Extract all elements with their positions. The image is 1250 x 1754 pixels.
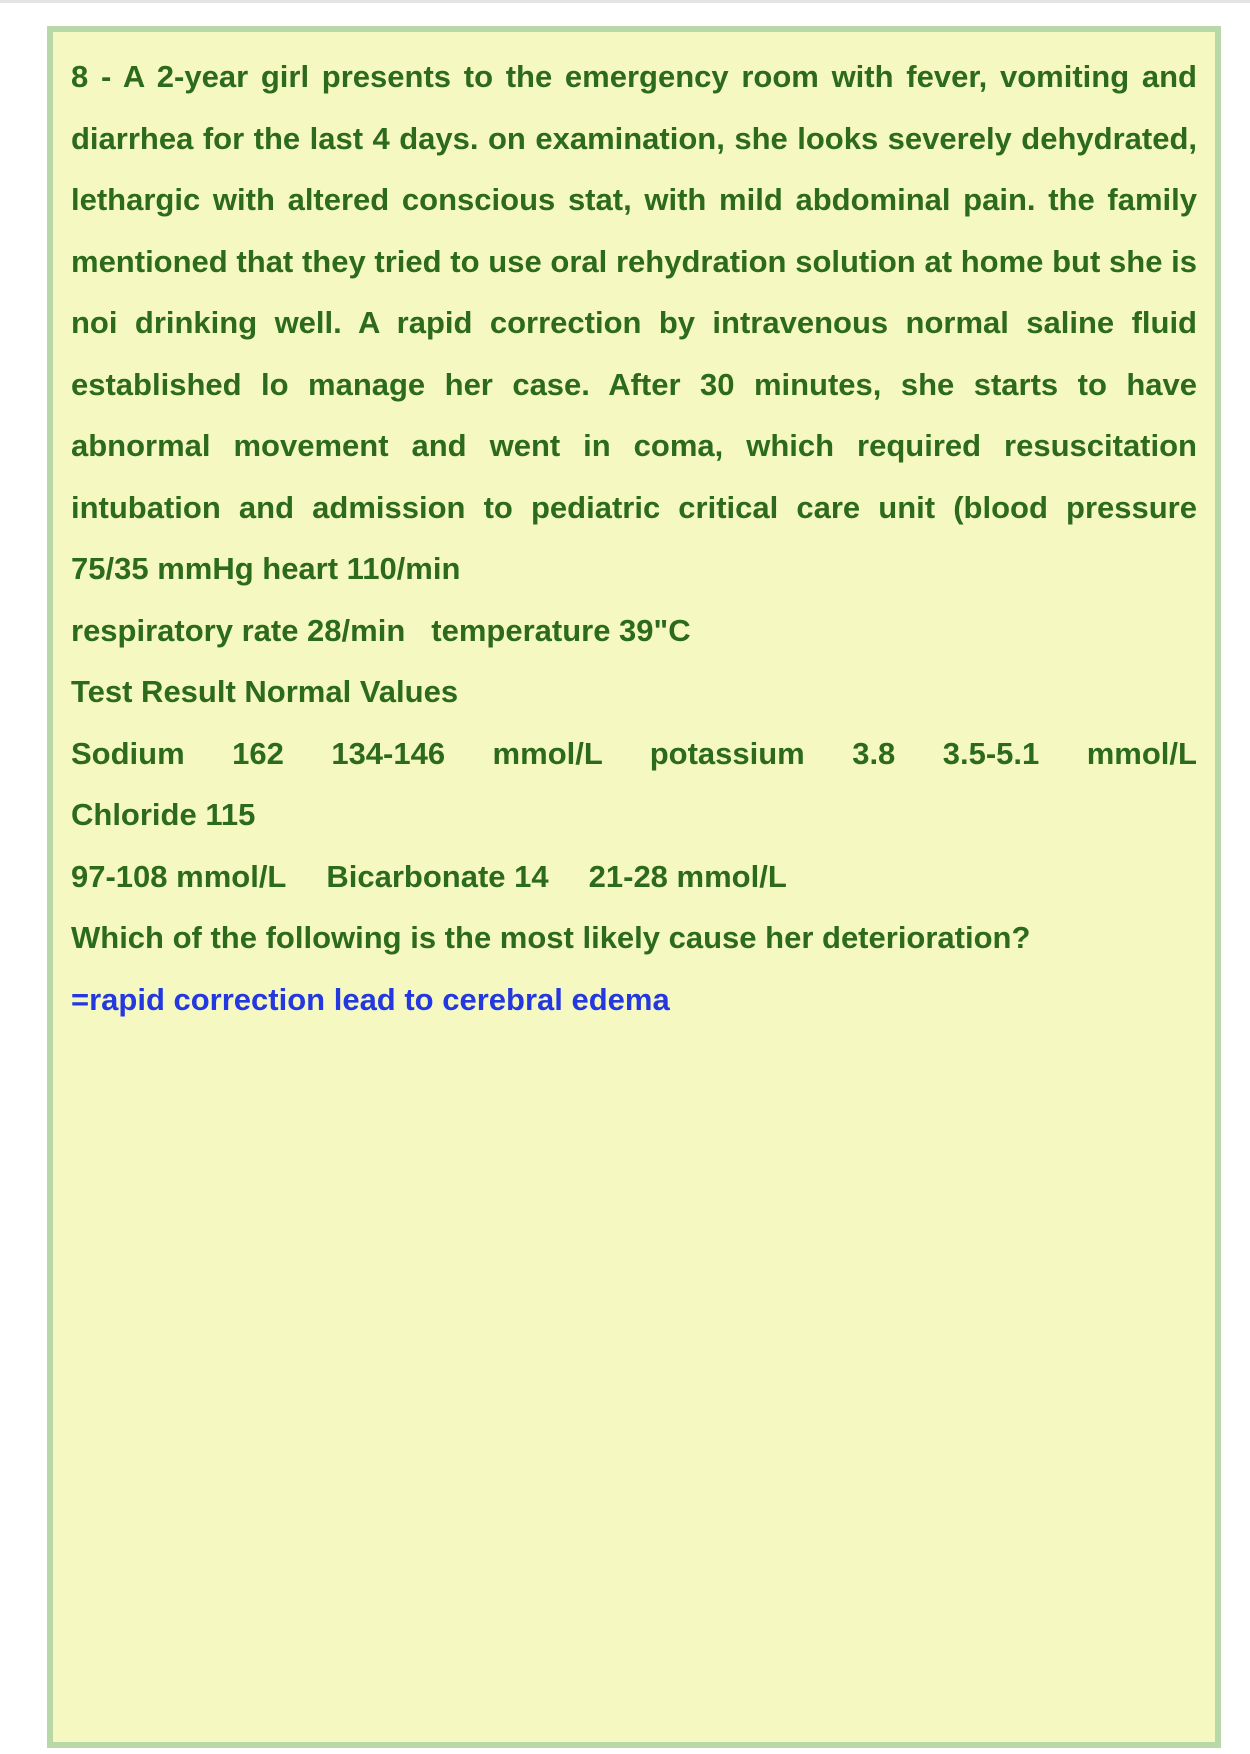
bicarbonate-normal-range: 21-28 mmol/L [588, 858, 787, 894]
sodium-result: Sodium 162 [71, 735, 284, 771]
bicarbonate-result: Bicarbonate 14 [326, 858, 549, 894]
chloride-normal-range: 97-108 mmol/L [71, 858, 287, 894]
potassium-normal-range: 3.5-5.1 mmol/L [942, 735, 1197, 771]
question-prompt: Which of the following is the most likely cause her deterioration? [71, 920, 1031, 955]
chloride-result: Chloride 115 [71, 797, 256, 832]
question-stem: 8 - A 2-year girl presents to the emergency room with fever, vomiting and diarrhea for the last 4 days. on examination, she looks severely dehydrated, lethargic with altered conscious stat, with mild abdominal pain. the family mentioned that they tried to use oral rehydration solution at home but she is noi drinking well. A rapid correction by intravenous normal saline fluid established lo manage her case. After 30 minutes, she starts to have abnormal movement and went in coma, which required resuscitation intubation and admission to pediatric critical care unit (blood pressure 75/35 mmHg heart 110/min [71, 59, 1197, 586]
question-card [47, 26, 1221, 1748]
answer-text: =rapid correction lead to cerebral edema [71, 981, 670, 1017]
top-divider [0, 0, 1250, 3]
lab-row-chloride-bicarbonate [71, 846, 1197, 908]
sodium-normal-range: 134-146 mmol/L [331, 735, 603, 771]
potassium-result: potassium 3.8 [649, 735, 896, 771]
vitals-line [71, 600, 1197, 662]
temperature: temperature 39"C [431, 612, 691, 648]
lab-table-header: Test Result Normal Values [71, 674, 459, 709]
respiratory-rate: respiratory rate 28/min [71, 612, 406, 648]
lab-row-sodium-potassium [71, 723, 1197, 785]
